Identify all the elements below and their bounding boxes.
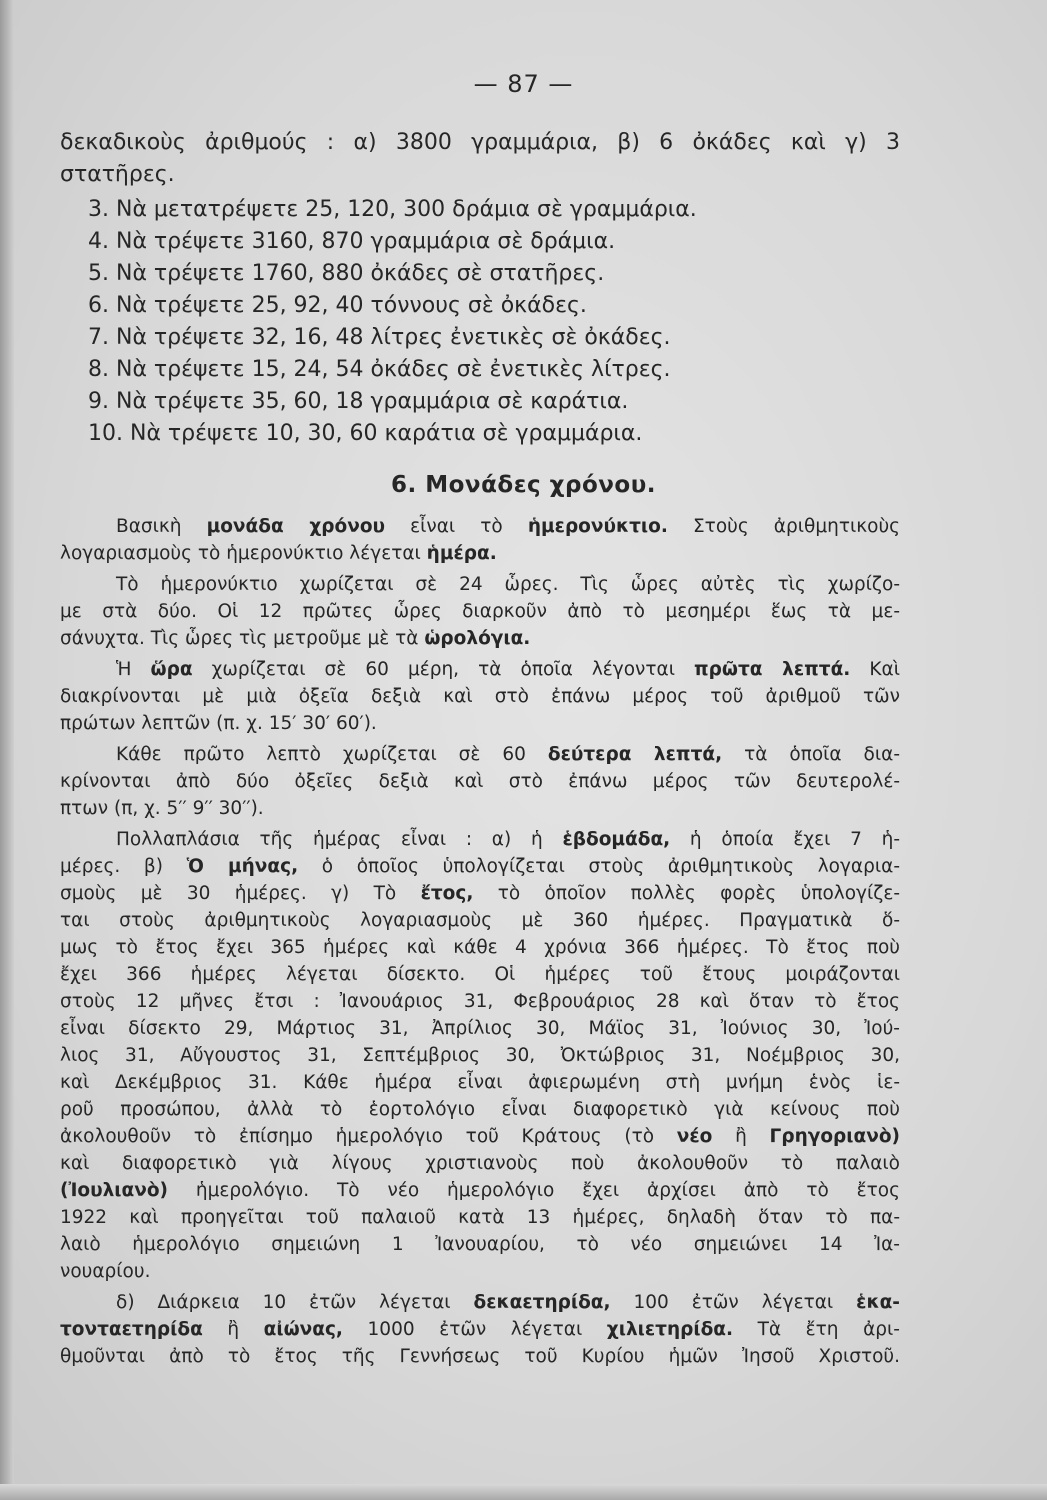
paragraph-line: Κάθε πρῶτο λεπτὸ χωρίζεται σὲ 60 δεύτερα λεπτά, τὰ ὁποῖα δια- <box>116 744 901 765</box>
page-bottom-edge <box>0 1484 1047 1500</box>
paragraph-line: Ἡ ὥρα χωρίζεται σὲ 60 μέρη, τὰ ὁποῖα λέγονται πρῶτα λεπτά. Καὶ <box>116 659 900 680</box>
paragraph-line: σάνυχτα. Τὶς ὧρες τὶς μετροῦμε μὲ τὰ ὡρολόγια. <box>60 628 531 649</box>
section-heading: 6. Μονάδες χρόνου. <box>391 472 656 498</box>
paragraph-line: πτων (π, χ. 5′′ 9′′ 30′′). <box>60 798 264 819</box>
paragraph-line: (Ἰουλιανὸ) ἡμερολόγιο. Τὸ νέο ἡμερολόγιο ἔχει ἀρχίσει ἀπὸ τὸ ἔτος <box>60 1180 900 1201</box>
paragraph-line: ροῦ προσώπου, ἀλλὰ τὸ ἑορτολόγιο εἶναι διαφορετικὸ γιὰ κείνους ποὺ <box>60 1099 900 1120</box>
paragraph-line: Τὸ ἡμερονύκτιο χωρίζεται σὲ 24 ὧρες. Τὶς ὧρες αὐτὲς τὶς χωρίζο- <box>116 574 900 595</box>
paragraph-line: Βασικὴ μονάδα χρόνου εἶναι τὸ ἡμερονύκτιο. Στοὺς ἀριθμητικοὺς <box>116 516 900 537</box>
paragraph-line: ἀκολουθοῦν τὸ ἐπίσημο ἡμερολόγιο τοῦ Κράτους (τὸ νέο ἢ Γρηγοριανὸ) <box>60 1126 900 1147</box>
paragraph-line: σμοὺς μὲ 30 ἡμέρες. γ) Τὸ ἔτος, τὸ ὁποῖον πολλὲς φορὲς ὑπολογίζε- <box>60 883 900 904</box>
page-left-edge <box>0 0 14 1500</box>
paragraph-line: δ) Διάρκεια 10 ἐτῶν λέγεται δεκαετηρίδα, 100 ἐτῶν λέγεται ἑκα- <box>116 1292 900 1313</box>
exercise-continuation-line: δεκαδικοὺς ἀριθμούς : α) 3800 γραμμάρια, β) 6 ὀκάδες καὶ γ) 3 <box>60 130 900 155</box>
exercise-item: 3. Νὰ μετατρέψετε 25, 120, 300 δράμια σὲ γραμμάρια. <box>88 197 697 222</box>
exercise-item: 5. Νὰ τρέψετε 1760, 880 ὀκάδες σὲ στατῆρες. <box>88 261 605 286</box>
page-number: — 87 — <box>473 70 574 98</box>
exercise-item: 8. Νὰ τρέψετε 15, 24, 54 ὀκάδες σὲ ἐνετικὲς λίτρες. <box>88 357 671 382</box>
paragraph-line: τονταετηρίδα ἢ αἰώνας, 1000 ἐτῶν λέγεται χιλιετηρίδα. Τὰ ἔτη ἀρι- <box>60 1319 900 1340</box>
paragraph-line: λιος 31, Αὔγουστος 31, Σεπτέμβριος 30, Ὀκτώβριος 31, Νοέμβριος 30, <box>60 1045 900 1066</box>
paragraph-line: καὶ διαφορετικὸ γιὰ λίγους χριστιανοὺς ποὺ ἀκολουθοῦν τὸ παλαιὸ <box>60 1153 900 1174</box>
exercise-item: 9. Νὰ τρέψετε 35, 60, 18 γραμμάρια σὲ καράτια. <box>88 389 629 414</box>
paragraph-line: κρίνονται ἀπὸ δύο ὀξεῖες δεξιὰ καὶ στὸ ἐπάνω μέρος τῶν δευτερολέ- <box>60 771 900 792</box>
exercise-continuation-line: στατῆρες. <box>60 162 175 187</box>
paragraph-line: πρώτων λεπτῶν (π. χ. 15′ 30′ 60′). <box>60 713 377 734</box>
paragraph-line: μως τὸ ἔτος ἔχει 365 ἡμέρες καὶ κάθε 4 χρόνια 366 ἡμέρες. Τὸ ἔτος ποὺ <box>60 937 900 958</box>
paragraph-line: διακρίνονται μὲ μιὰ ὀξεῖα δεξιὰ καὶ στὸ ἐπάνω μέρος τοῦ ἀριθμοῦ τῶν <box>60 686 900 707</box>
exercise-item: 7. Νὰ τρέψετε 32, 16, 48 λίτρες ἐνετικὲς σὲ ὀκάδες. <box>88 325 671 350</box>
paragraph-line: εἶναι δίσεκτο 29, Μάρτιος 31, Ἀπρίλιος 30, Μάϊος 31, Ἰούνιος 30, Ἰού- <box>60 1018 900 1039</box>
exercise-item: 4. Νὰ τρέψετε 3160, 870 γραμμάρια σὲ δράμια. <box>88 229 616 254</box>
paragraph-line: μέρες. β) Ὁ μήνας, ὁ ὁποῖος ὑπολογίζεται στοὺς ἀριθμητικοὺς λογαρια- <box>60 856 901 877</box>
exercise-item: 10. Νὰ τρέψετε 10, 30, 60 καράτια σὲ γραμμάρια. <box>88 421 643 446</box>
paragraph-line: ἔχει 366 ἡμέρες λέγεται δίσεκτο. Οἱ ἡμέρες τοῦ ἔτους μοιράζονται <box>60 964 900 985</box>
exercise-item: 6. Νὰ τρέψετε 25, 92, 40 τόννους σὲ ὀκάδες. <box>88 293 587 318</box>
paragraph-line: λαιὸ ἡμερολόγιο σημειώνη 1 Ἰανουαρίου, τὸ νέο σημειώνει 14 Ἰα- <box>60 1234 900 1255</box>
paragraph-line: λογαριασμοὺς τὸ ἡμερονύκτιο λέγεται ἡμέρα. <box>60 543 497 564</box>
paragraph-line: στοὺς 12 μῆνες ἔτσι : Ἰανουάριος 31, Φεβρουάριος 28 καὶ ὅταν τὸ ἔτος <box>60 991 900 1012</box>
paragraph-line: με στὰ δύο. Οἱ 12 πρῶτες ὧρες διαρκοῦν ἀπὸ τὸ μεσημέρι ἕως τὰ με- <box>60 601 900 622</box>
paragraph-line: καὶ Δεκέμβριος 31. Κάθε ἡμέρα εἶναι ἀφιερωμένη στὴ μνήμη ἑνὸς ἱε- <box>60 1072 900 1093</box>
paragraph-line: Πολλαπλάσια τῆς ἡμέρας εἶναι : α) ἡ ἑβδομάδα, ἡ ὁποία ἔχει 7 ἡ- <box>116 829 900 850</box>
paragraph-line: ται στοὺς ἀριθμητικοὺς λογαριασμοὺς μὲ 360 ἡμέρες. Πραγματικὰ ὅ- <box>60 910 900 931</box>
paragraph-line: θμοῦνται ἀπὸ τὸ ἔτος τῆς Γεννήσεως τοῦ Κυρίου ἡμῶν Ἰησοῦ Χριστοῦ. <box>60 1346 900 1367</box>
paragraph-line: νουαρίου. <box>60 1261 151 1282</box>
paragraph-line: 1922 καὶ προηγεῖται τοῦ παλαιοῦ κατὰ 13 ἡμέρες, δηλαδὴ ὅταν τὸ πα- <box>60 1207 900 1228</box>
